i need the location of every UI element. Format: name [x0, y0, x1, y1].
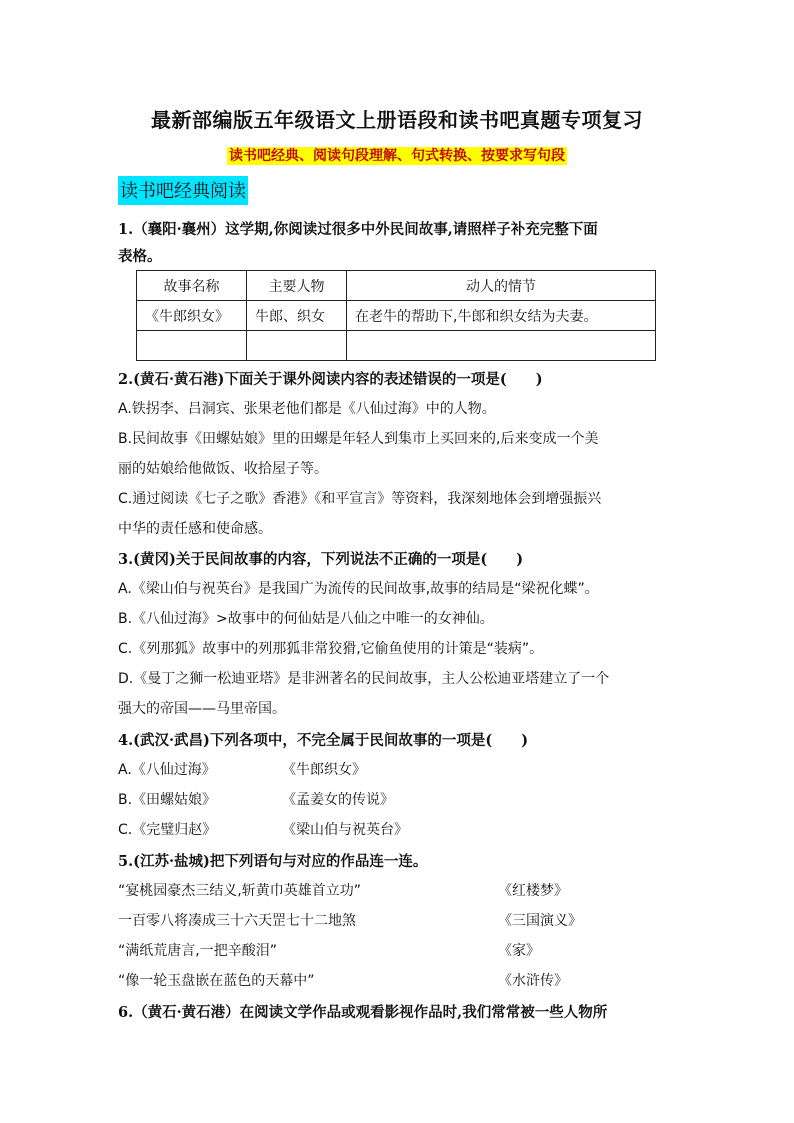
- q5-sentence: “像一轮玉盘嵌在蓝色的天幕中”: [118, 973, 315, 989]
- q4-option-c-second: 《梁山伯与祝英台》: [282, 822, 408, 838]
- q5-stem: 5.(江苏·盐城)把下列语句与对应的作品连一连。: [118, 853, 428, 870]
- q5-work: 《家》: [498, 943, 540, 959]
- q1-table: [136, 270, 656, 361]
- q3-option-d-line2: 强大的帝国——马里帝国。: [118, 701, 286, 717]
- q4-stem: 4.(武汉·武昌)下列各项中，不完全属于民间故事的一项是( ): [118, 732, 529, 749]
- table-cell: 牛郎、织女: [247, 301, 347, 331]
- table-cell-blank[interactable]: [137, 331, 247, 361]
- table-cell: 在老牛的帮助下,牛郎和织女结为夫妻。: [347, 301, 656, 331]
- q3-option-b: B.《八仙过海》>故事中的何仙姑是八仙之中唯一的女神仙。: [118, 611, 494, 627]
- q2-option-a: A.铁拐李、吕洞宾、张果老他们都是《八仙过海》中的人物。: [118, 401, 496, 417]
- q5-work: 《水浒传》: [498, 973, 568, 989]
- q3-stem: 3.(黄冈)关于民间故事的内容，下列说法不正确的一项是( ): [118, 551, 524, 568]
- q5-work: 《三国演义》: [498, 913, 582, 929]
- q4-option-a-second: 《牛郎织女》: [282, 762, 366, 778]
- table-header-cell: 故事名称: [137, 271, 247, 301]
- q2-option-c-line1: C.通过阅读《七子之歌》香港》《和平宣言》等资料，我深刻地体会到增强振兴: [118, 491, 602, 507]
- q5-sentence: 一百零八将凑成三十六天罡七十二地煞: [118, 913, 356, 929]
- subtitle-highlight: 读书吧经典、阅读句段理解、句式转换、按要求写句段: [229, 148, 565, 164]
- q5-work: 《红楼梦》: [498, 883, 568, 899]
- q6-stem-line1: 6.（黄石·黄石港）在阅读文学作品或观看影视作品时,我们常常被一些人物所: [118, 1004, 608, 1021]
- q3-option-c: C.《列那狐》故事中的列那狐非常狡猾,它偷鱼使用的计策是“装病”。: [118, 641, 544, 657]
- table-cell: 《牛郎织女》: [137, 301, 247, 331]
- table-header-cell: 主要人物: [247, 271, 347, 301]
- page-subtitle: [0, 145, 794, 165]
- q5-sentence: “满纸荒唐言,一把辛酸泪”: [118, 943, 277, 959]
- q2-option-b-line2: 丽的姑娘给他做饭、收拾屋子等。: [118, 461, 328, 477]
- q1-stem-line1: 1.（襄阳·襄州）这学期,你阅读过很多中外民间故事,请照样子补充完整下面: [118, 221, 598, 238]
- table-cell-blank[interactable]: [247, 331, 347, 361]
- q2-option-b-line1: B.民间故事《田螺姑娘》里的田螺是年轻人到集市上买回来的,后来变成一个美: [118, 431, 599, 447]
- page-title: 最新部编版五年级语文上册语段和读书吧真题专项复习: [151, 108, 643, 132]
- table-header-row: [137, 271, 656, 301]
- q5-sentence: “宴桃园豪杰三结义,斩黄巾英雄首立功”: [118, 883, 361, 899]
- q3-option-a: A.《梁山伯与祝英台》是我国广为流传的民间故事,故事的结局是“梁祝化蝶”。: [118, 581, 599, 597]
- table-header-cell: 动人的情节: [347, 271, 656, 301]
- q4-option-c: C.《完璧归赵》: [118, 822, 217, 838]
- q4-option-a: A.《八仙过海》: [118, 762, 216, 778]
- table-row-blank: [137, 331, 656, 361]
- q4-option-b: B.《田螺姑娘》: [118, 792, 217, 808]
- q2-option-c-line2: 中华的责任感和使命感。: [118, 521, 272, 537]
- table-row: [137, 301, 656, 331]
- q3-option-d-line1: D.《曼丁之狮一松迪亚塔》是非洲著名的民间故事，主人公松迪亚塔建立了一个: [118, 671, 610, 687]
- table-cell-blank[interactable]: [347, 331, 656, 361]
- q4-option-b-second: 《孟姜女的传说》: [282, 792, 394, 808]
- q1-stem-line2: 表格。: [118, 248, 162, 265]
- q2-stem: 2.(黄石·黄石港)下面关于课外阅读内容的表述错误的一项是( ): [118, 371, 543, 388]
- section-heading: 读书吧经典阅读: [118, 176, 248, 205]
